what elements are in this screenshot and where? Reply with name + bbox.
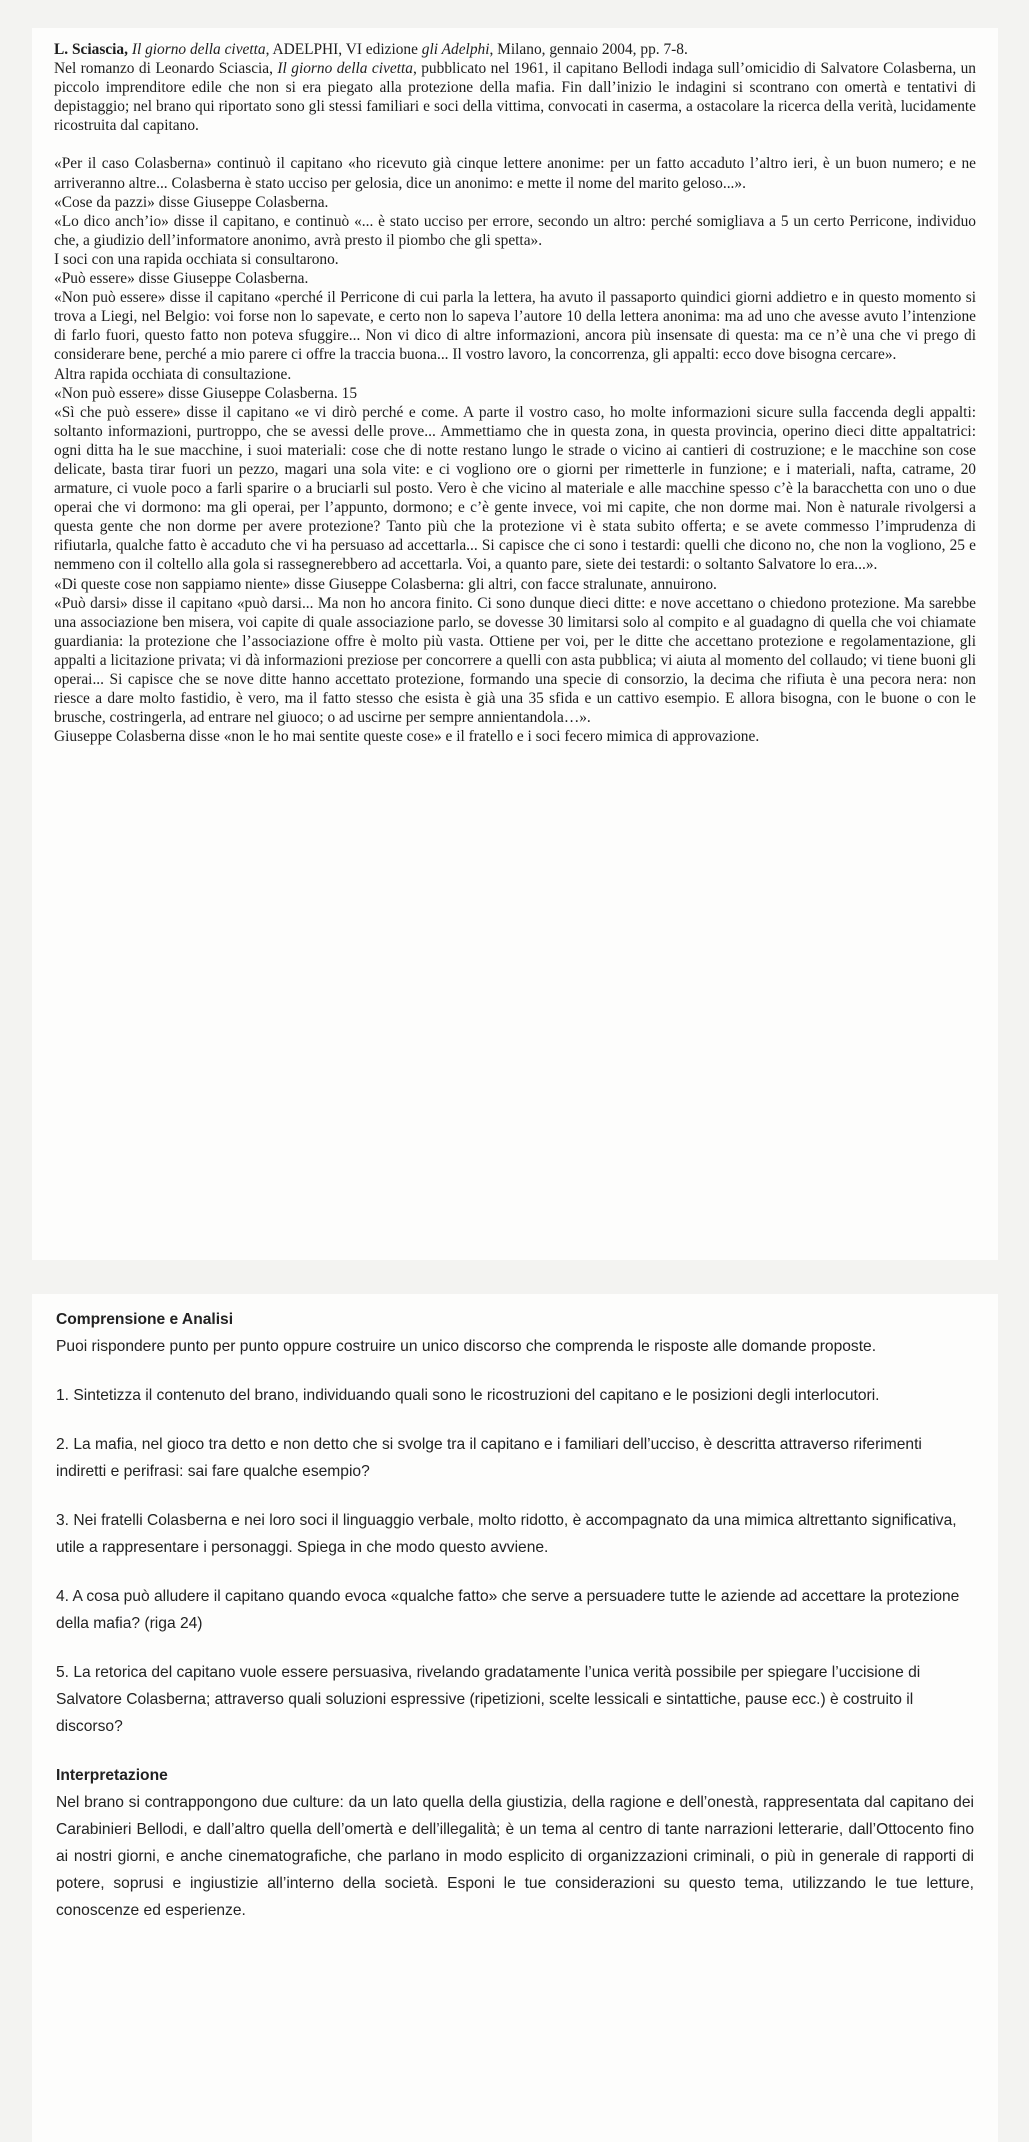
source-publisher: , ADELPHI, VI edizione: [265, 41, 422, 58]
excerpt-paragraph: «Lo dico anch’io» disse il capitano, e continuò «... è stato ucciso per errore, secondo un altro: perché somigliava a 5 un certo Perricone, individuo che, a giudizio dell’informatore anonimo, avrà presto il piombo che gli spetta».: [54, 212, 976, 249]
excerpt-block: [54, 40, 976, 746]
excerpt-paragraph: «Non può essere» disse il capitano «perché il Perricone di cui parla la lettera, ha avuto il passaporto quindici giorni addietro e in questo momento si trova a Liegi, nel Belgio: voi forse non lo sapevate, e certo non lo sapeva l’autore 10 della lettera anonima: ma ad uno che avesse avuto l’intenzione di farlo fuori, questo fatto non poteva sfuggire... Non vi dico di altre informazioni, ancora più insensate di questa: ma ce n’è una che vi prego di considerare bene, perché a mio parere ci offre la traccia buona... Il vostro lavoro, la concorrenza, gli appalti: ecco dove bisogna cercare».: [54, 289, 976, 364]
question-item: 1. Sintetizza il contenuto del brano, individuando quali sono le ricostruzioni del capitano e le posizioni degli interlocutori.: [56, 1387, 880, 1404]
source-author: L. Sciascia,: [54, 41, 128, 58]
source-series: gli Adelphi: [421, 41, 490, 58]
source-publisher-post: , Milano, gennaio 2004, pp. 7-8.: [489, 41, 688, 58]
excerpt-paragraph: «Può essere» disse Giuseppe Colasberna.: [54, 270, 309, 288]
excerpt-paragraph: Giuseppe Colasberna disse «non le ho mai sentite queste cose» e il fratello e i soci fecero mimica di approvazione.: [54, 728, 760, 746]
questions-block: [56, 1306, 974, 1924]
excerpt-paragraph: «Può darsi» disse il capitano «può darsi... Ma non ho ancora finito. Ci sono dunque dieci ditte: e nove accettano o chiedono protezione. Ma sarebbe una associazione ben misera, voi capite di quale associazione parlo, se dovesse 30 limitarsi solo al compito e al guadagno di quella che voi chiamate guardiania: la protezione che l’associazione offre è molto più vasta. Ottiene per voi, per le ditte che accettano protezione e regolamentazione, gli appalti a licitazione privata; vi dà informazioni preziose per concorrere a quelli con asta pubblica; vi aiuta al momento del collaudo; vi tiene buoni gli operai... Si capisce che se nove ditte hanno accettato protezione, formando una specie di consorzio, la decima che rifiuta è una pecora nera: non riesce a dare molto fastidio, è vero, ma il fatto stesso che esista è già una 35 sfida e un cattivo esempio. E allora bisogna, con le buone o con le brusche, costringerla, ad entrare nel giuoco; o ad uscirne per sempre annientandola…».: [54, 594, 976, 727]
excerpt-paragraph: I soci con una rapida occhiata si consultarono.: [54, 250, 339, 268]
intro-paragraph: [54, 59, 976, 135]
comprensione-title: Comprensione e Analisi: [56, 1311, 234, 1328]
source-citation: [54, 40, 976, 59]
intro-book-title: Il giorno della civetta: [277, 60, 413, 78]
question-item: 2. La mafia, nel gioco tra detto e non detto che si svolge tra il capitano e i familiari dell’ucciso, è descritta attraverso riferimenti indiretti e perifrasi: sai fare qualche esempio?: [56, 1436, 922, 1480]
intro-text-1: Nel romanzo di Leonardo Sciascia,: [54, 60, 278, 78]
question-item: 5. La retorica del capitano vuole essere persuasiva, rivelando gradatamente l’unica verità possibile per spiegare l’uccisione di Salvatore Colasberna; attraverso quali soluzioni espressive (ripetizioni, scelte lessicali e sintattiche, pause ecc.) è costruito il discorso?: [56, 1664, 921, 1735]
excerpt-paragraph: «Cose da pazzi» disse Giuseppe Colasberna.: [54, 193, 329, 211]
intro-text-2: , pubblicato nel 1961, il capitano Bellodi indaga sull’omicidio di Salvatore Colasberna, un piccolo imprenditore edile che non si era piegato alla protezione della mafia. Fin dall’inizio le indagini si scontrano con omertà e tentativi di depistaggio; nel brano qui riportato sono gli stessi familiari e soci della vittima, convocati in caserma, a ostacolare la ricerca della verità, lucidamente ricostruita dal capitano.: [54, 60, 976, 135]
excerpt-paragraph: Altra rapida occhiata di consultazione.: [54, 365, 292, 383]
excerpt-paragraph: «Non può essere» disse Giuseppe Colasberna. 15: [54, 384, 358, 402]
excerpt-paragraph: «Di queste cose non sappiamo niente» disse Giuseppe Colasberna: gli altri, con facce stralunate, annuirono.: [54, 575, 717, 593]
question-item: 4. A cosa può alludere il capitano quando evoca «qualche fatto» che serve a persuadere tutte le aziende ad accettare la protezione della mafia? (riga 24): [56, 1588, 960, 1632]
source-title: Il giorno della civetta: [131, 41, 266, 58]
excerpt-paragraph: «Sì che può essere» disse il capitano «e vi dirò perché e come. A parte il vostro caso, ho molte informazioni sicure sulla faccenda degli appalti: soltanto informazioni, purtroppo, che se avessi delle prove... Ammettiamo che in questa zona, in questa provincia, operino dieci ditte appaltatrici: ogni ditta ha le sue macchine, i suoi materiali: cose che di notte restano lungo le strade o vicino ai cantieri di costruzione; e le macchine son cose delicate, basta tirar fuori un pezzo, magari una sola vite: e ci vogliono ore o giorni per rimetterle in funzione; e i materiali, nafta, catrame, 20 armature, ci vuole poco a farli sparire o a bruciarli sul posto. Vero è che vicino al materiale e alle macchine spesso c’è la baracchetta con uno o due operai che vi dormono: ma gli operai, per l’appunto, dormono; e c’è gente invece, voi mi capite, che non dorme mai. Non è naturale rivolgersi a questa gente che non dorme per avere protezione? Tanto più che la protezione vi è stata subito offerta; e se avete commesso l’imprudenza di rifiutarla, qualche fatto è accaduto che vi ha persuaso ad accettarla... Si capisce che ci sono i testardi: quelli che dicono no, che non la vogliono, 25 e nemmeno con il coltello alla gola si rassegnerebbero ad accettarla. Voi, a quanto pare, siete dei testardi: o soltanto Salvatore lo era...».: [54, 403, 976, 574]
comprensione-intro: Puoi rispondere punto per punto oppure costruire un unico discorso che comprenda le risposte alle domande proposte.: [56, 1338, 877, 1355]
interpretazione-text: Nel brano si contrappongono due culture: da un lato quella della giustizia, della ragione e dell’onestà, rappresentata dal capitano dei Carabinieri Bellodi, e dall’altro quella dell’omertà e dell’illegalità; è un tema al centro di tante narrazioni letterarie, dall’Ottocento fino ai nostri giorni, e anche cinematografiche, che parlano in modo esplicito di organizzazioni criminali, o più in generale di rapporti di potere, soprusi e ingiustizie all’interno della società. Esponi le tue considerazioni su questo tema, utilizzando le tue letture, conoscenze ed esperienze.: [56, 1794, 974, 1919]
excerpt-paragraph: «Per il caso Colasberna» continuò il capitano «ho ricevuto già cinque lettere anonime: per un fatto accaduto l’altro ieri, è un buon numero; e ne arriveranno altre... Colasberna è stato ucciso per gelosia, dice un anonimo: e mette il nome del marito geloso...».: [54, 155, 976, 192]
question-item: 3. Nei fratelli Colasberna e nei loro soci il linguaggio verbale, molto ridotto, è accompagnato da una mimica altrettanto significativa, utile a rappresentare i personaggi. Spiega in che modo questo avviene.: [56, 1512, 957, 1556]
interpretazione-title: Interpretazione: [56, 1767, 168, 1784]
